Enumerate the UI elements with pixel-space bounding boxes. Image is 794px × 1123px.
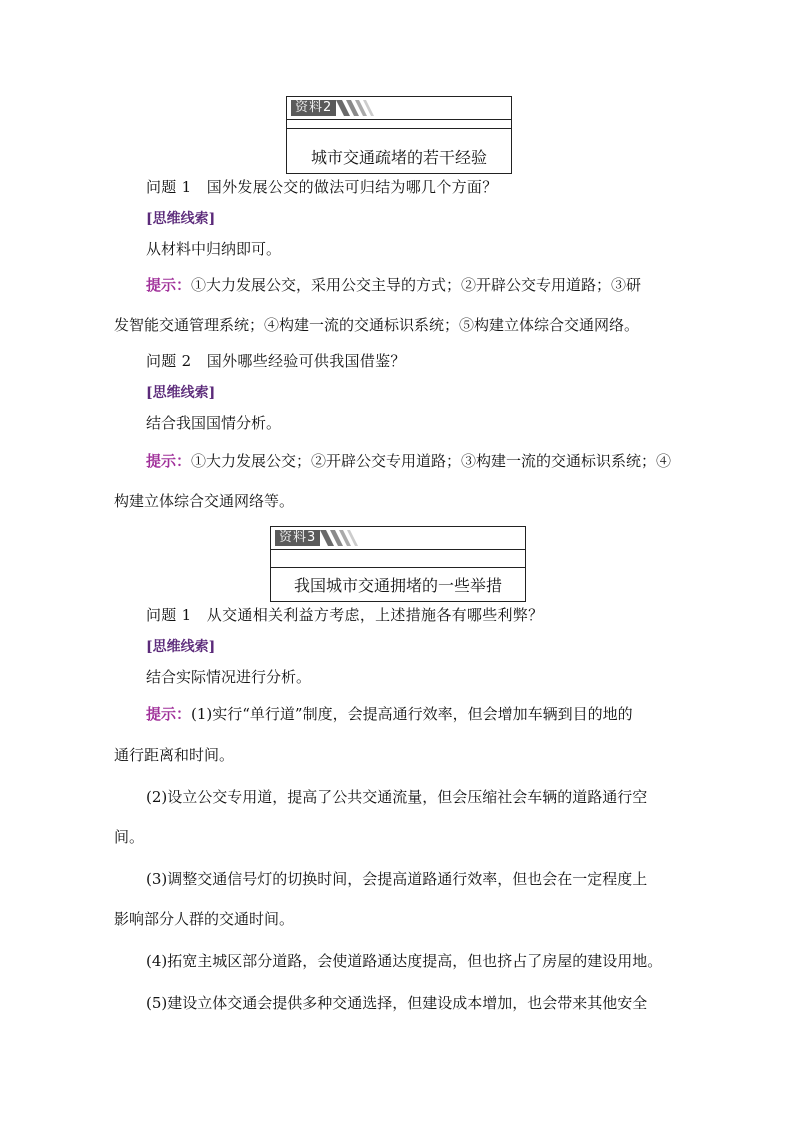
section2-clue-2-label: [思维线索] <box>146 385 216 401</box>
stripes-icon <box>336 100 380 116</box>
material-2-tag-label: 资料2 <box>291 100 336 116</box>
material-2-tag <box>291 100 380 116</box>
section3-point-4: (4)拓宽主城区部分道路，会使道路通达度提高，但也挤占了房屋的建设用地。 <box>146 952 663 970</box>
section2-hint-2-line-2: 构建立体综合交通网络等。 <box>114 492 295 510</box>
section3-clue-text: 结合实际情况进行分析。 <box>146 668 312 686</box>
material-2-header <box>287 97 511 120</box>
hint-label: 提示： <box>146 276 192 294</box>
section2-clue-2-text: 结合我国国情分析。 <box>146 414 282 432</box>
section2-hint-2-line-1 <box>146 450 686 471</box>
section2-question-1: 问题 1 国外发展公交的做法可归结为哪几个方面？ <box>146 178 498 196</box>
section3-point-1-line-1 <box>146 703 686 724</box>
hint-text: ①大力发展公交，采用公交主导的方式；②开辟公交专用道路；③研 <box>191 276 642 294</box>
section2-clue-1-label: [思维线索] <box>146 211 216 227</box>
material-3-tag <box>275 530 364 546</box>
material-2-divider <box>287 128 511 129</box>
section3-point-1-line-2: 通行距离和时间。 <box>114 746 235 764</box>
section2-clue-1-text: 从材料中归纳即可。 <box>146 240 282 258</box>
stripes-icon <box>320 530 364 546</box>
section2-hint-1-line-1 <box>146 274 686 295</box>
material-3-header <box>271 527 525 550</box>
material-2-title: 城市交通疏堵的若干经验 <box>310 148 487 167</box>
section3-point-5: (5)建设立体交通会提供多种交通选择，但建设成本增加，也会带来其他安全 <box>146 994 648 1012</box>
material-3-tag-label: 资料3 <box>275 530 320 546</box>
section3-point-2-line-2: 间。 <box>114 828 145 846</box>
hint-label: 提示： <box>146 705 192 723</box>
section3-clue-label: [思维线索] <box>146 639 216 655</box>
material-3-box <box>270 526 526 602</box>
section3-point-3-line-2: 影响部分人群的交通时间。 <box>114 910 295 928</box>
section3-question-1: 问题 1 从交通相关利益方考虑，上述措施各有哪些利弊？ <box>146 606 544 624</box>
section2-question-2: 问题 2 国外哪些经验可供我国借鉴？ <box>146 352 406 370</box>
material-3-title: 我国城市交通拥堵的一些举措 <box>293 576 502 595</box>
hint-label: 提示： <box>146 452 192 470</box>
material-3-divider <box>271 567 525 568</box>
material-2-box <box>286 96 512 174</box>
hint-text: ①大力发展公交；②开辟公交专用道路；③构建一流的交通标识系统；④ <box>191 452 672 470</box>
section3-point-2-line-1: (2)设立公交专用道，提高了公共交通流量，但会压缩社会车辆的道路通行空 <box>146 788 648 806</box>
section2-hint-1-line-2: 发智能交通管理系统；④构建一流的交通标识系统；⑤构建立体综合交通网络。 <box>114 316 640 334</box>
section3-point-3-line-1: (3)调整交通信号灯的切换时间，会提高道路通行效率，但也会在一定程度上 <box>146 870 648 888</box>
hint-text: (1)实行“单行道”制度，会提高通行效率，但会增加车辆到目的地的 <box>191 705 633 723</box>
